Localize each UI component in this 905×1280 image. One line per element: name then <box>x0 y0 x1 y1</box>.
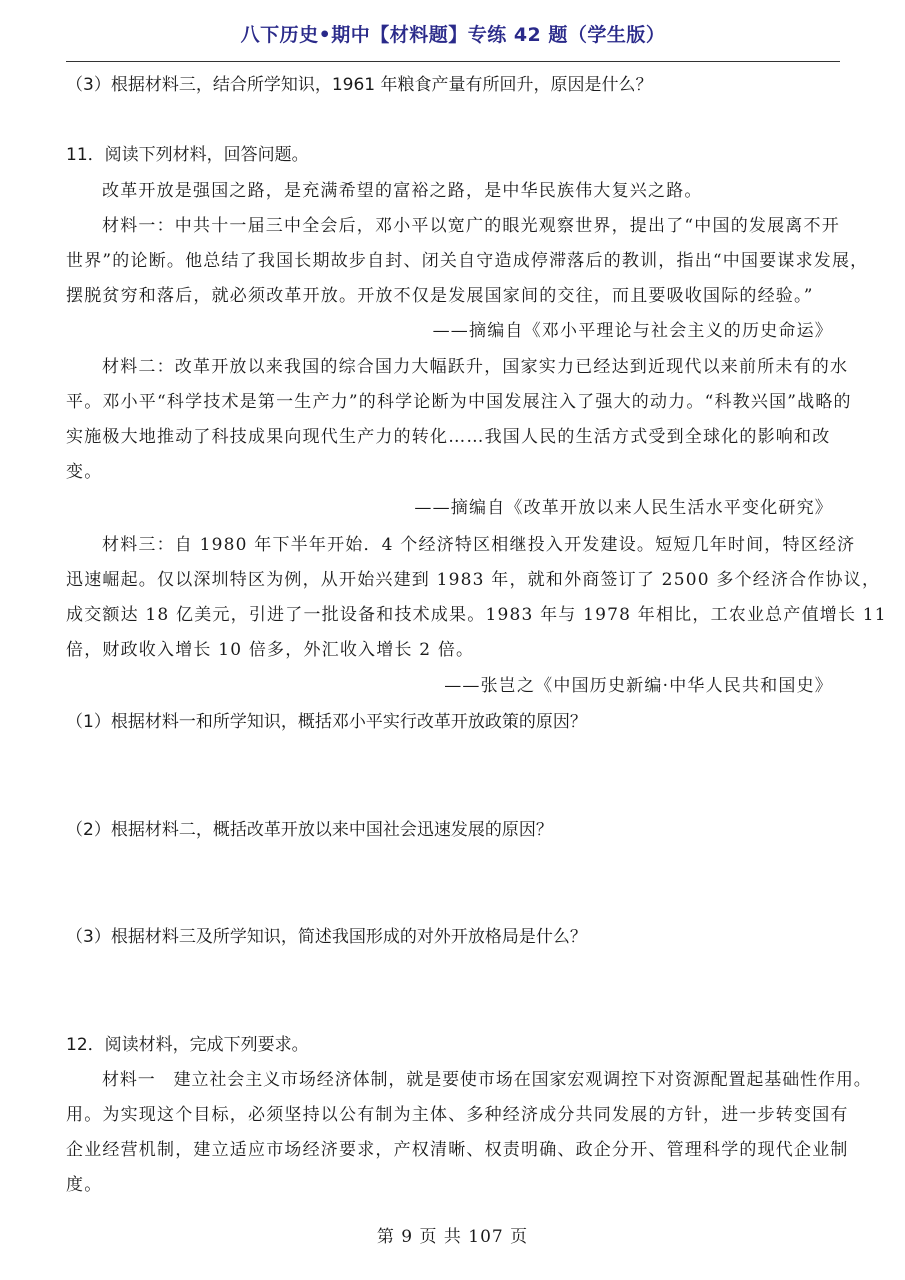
q11-intro: 改革开放是强国之路，是充满希望的富裕之路，是中华民族伟大复兴之路。 <box>102 181 703 201</box>
q12-title: 12．阅读材料，完成下列要求。 <box>66 1035 309 1055</box>
q11-title: 11．阅读下列材料，回答问题。 <box>66 145 309 165</box>
q11-material2-line3: 实施极大地推动了科技成果向现代生产力的转化……我国人民的生活方式受到全球化的影响和改 <box>66 427 831 447</box>
page-number-footer: 第 9 页 共 107 页 <box>376 1227 529 1247</box>
q12-material1-line3: 企业经营机制，建立适应市场经济要求，产权清晰、权责明确、政企分开、管理科学的现代企业制 <box>66 1140 849 1160</box>
q11-material3-line3: 成交额达 18 亿美元，引进了一批设备和技术成果。1983 年与 1978 年相比，工农业总产值增长 11 <box>66 605 887 625</box>
q11-material2-source: ——摘编自《改革开放以来人民生活水平变化研究》 <box>414 498 833 518</box>
q12-material1-line1: 材料一 建立社会主义市场经济体制，就是要使市场在国家宏观调控下对资源配置起基础性作用。 <box>102 1070 872 1090</box>
page-header-title: 八下历史•期中【材料题】专练 42 题（学生版） <box>240 24 666 46</box>
q11-material3-source: ——张岂之《中国历史新编·中华人民共和国史》 <box>444 676 833 696</box>
q10-sub3: （3）根据材料三，结合所学知识，1961 年粮食产量有所回升，原因是什么？ <box>66 75 653 95</box>
q11-material3-line4: 倍，财政收入增长 10 倍多，外汇收入增长 2 倍。 <box>66 640 475 660</box>
q11-material2-line4: 变。 <box>66 462 103 482</box>
q11-sub3: （3）根据材料三及所学知识，简述我国形成的对外开放格局是什么？ <box>66 927 587 947</box>
q11-material1-source: ——摘编自《邓小平理论与社会主义的历史命运》 <box>432 321 833 341</box>
q11-material1-line2: 世界”的论断。他总结了我国长期故步自封、闭关自守造成停滞落后的教训，指出“中国要谋求发展， <box>66 251 869 271</box>
q11-material2-line2: 平。邓小平“科学技术是第一生产力”的科学论断为中国发展注入了强大的动力。“科教兴国”战略的 <box>66 392 852 412</box>
q11-material1-line3: 摆脱贫穷和落后，就必须改革开放。开放不仅是发展国家间的交往，而且要吸收国际的经验。” <box>66 286 814 306</box>
q11-material3-line1: 材料三：自 1980 年下半年开始．4 个经济特区相继投入开发建设。短短几年时间，特区经济 <box>102 535 856 555</box>
q11-material1-line1: 材料一：中共十一届三中全会后，邓小平以宽广的眼光观察世界，提出了“中国的发展离不开 <box>102 216 840 236</box>
q11-sub1: （1）根据材料一和所学知识，概括邓小平实行改革开放政策的原因？ <box>66 712 587 732</box>
q11-sub2: （2）根据材料二，概括改革开放以来中国社会迅速发展的原因？ <box>66 820 553 840</box>
q12-material1-line4: 度。 <box>66 1175 103 1195</box>
header-divider <box>66 61 840 62</box>
q11-material3-line2: 迅速崛起。仅以深圳特区为例，从开始兴建到 1983 年，就和外商签订了 2500 多个经济合作协议， <box>66 570 881 590</box>
q12-material1-line2: 用。为实现这个目标，必须坚持以公有制为主体、多种经济成分共同发展的方针，进一步转变国有 <box>66 1105 849 1125</box>
q11-material2-line1: 材料二：改革开放以来我国的综合国力大幅跃升，国家实力已经达到近现代以来前所未有的水 <box>102 357 849 377</box>
